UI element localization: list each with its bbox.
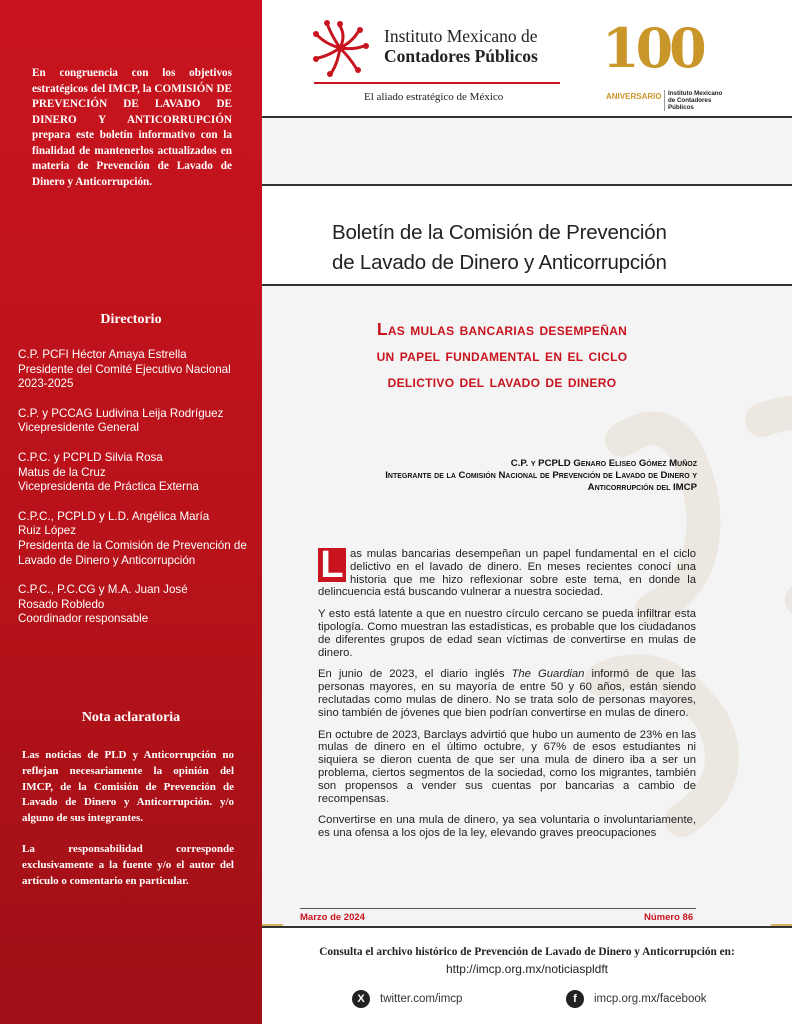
directorio-list (18, 348, 256, 642)
nota-paragraph: La responsabilidad corresponde exclusivamente a la fuente y/o el autor del artículo o comentario en particular. (22, 842, 234, 887)
nota-paragraph: Las noticias de PLD y Anticorrupción no reflejan necesariamente la opinión del IMCP, de la Comisión de Prevención de Lavado de Dinero y Anticorrupción. y/o alguno de sus integrantes. (22, 749, 234, 825)
article-title-line2: un papel fundamental en el ciclo (376, 345, 628, 365)
article-paragraph: En junio de 2023, el diario inglés The Guardian informó de que las personas mayores, en su mayoría de entre 50 y 60 años, están siendo reclutadas como mulas de dinero. No se trata solo de personas mayores, sino también de jóvenes que bien podrían convertirse en mulas de dinero. (318, 668, 696, 719)
author-name: C.P. y PCPLD Genaro Eliseo Gómez Muñoz (510, 458, 697, 469)
bulletin-title (332, 218, 667, 278)
article-title-line1: Las mulas bancarias desempeñan (376, 319, 628, 339)
header (262, 0, 792, 116)
directorio-heading: Directorio (100, 312, 162, 327)
x-twitter-icon: X (352, 990, 370, 1008)
bulletin-title-line2: de Lavado de Dinero y Anticorrupción (332, 251, 667, 274)
author-role-cont: Anticorrupción del IMCP (587, 482, 697, 493)
anniversary-sub: Instituto Mexicano de Contadores Públicos (664, 90, 730, 111)
divider (314, 82, 560, 84)
author-role: Integrante de la Comisión Nacional de Prevención de Lavado de Dinero y (385, 470, 697, 481)
facebook-link[interactable] (566, 990, 707, 1008)
main-content (262, 0, 792, 1024)
issue-number: Número 86 (644, 912, 694, 923)
article-paragraph: Y esto está latente a que en nuestro círculo cercano se pueda infiltrar esta tipología. Como muestran las estadísticas, es probable que los ciudadanos de diferentes grupos de edad sean víctimas de convertirse en mulas de dinero. (318, 608, 696, 659)
issue-date: Marzo de 2024 (300, 912, 365, 923)
twitter-link[interactable] (352, 990, 462, 1008)
bulletin-title-line1: Boletín de la Comisión de Prevención (332, 221, 667, 244)
footer-divider (300, 908, 696, 909)
org-name-line1: Instituto Mexicano de (384, 26, 538, 46)
facebook-handle: imcp.org.mx/facebook (594, 993, 707, 1005)
intro-text: En congruencia con los objetivos estratégicos del IMCP, la COMISIÓN DE PREVENCIÓN DE LAVADO DE DINERO Y ANTICORRUPCIÓN prepara este boletín informativo con la finalidad de mantenerlos actualizados en materia de Prevención de Lavado de Dinero y Anticorrupción. (32, 67, 232, 188)
anniversary-label: ANIVERSARIO (606, 92, 662, 101)
publication-name: The Guardian (511, 668, 585, 681)
footer (262, 926, 792, 1026)
directorio-entry: C.P.C. y PCPLD Silvia Rosa Matus de la Cruz Vicepresidenta de Práctica Externa (18, 450, 199, 494)
article-body (318, 544, 696, 849)
article-paragraph: En octubre de 2023, Barclays advirtió que hubo un aumento de 23% en las mulas de dinero en el último octubre, y 67% de esos estudiantes ni siquiera se dieron cuenta de que ser una mula de dinero iba a ser un problema, ciertos segmentos de la sociedad, como los migrantes, también son propensos a vender sus cuentas por bancarias a cambio de recompensas. (318, 728, 696, 805)
header-band (262, 116, 792, 186)
directorio-entry: C.P. PCFI Héctor Amaya Estrella Presidente del Comité Ejecutivo Nacional 2023-2025 (18, 348, 231, 391)
sidebar (0, 0, 262, 1024)
article-paragraph: Convertirse en una mula de dinero, ya sea voluntaria o involuntariamente, es una ofensa a los ojos de la ley, elevando graves preocupaciones (318, 814, 696, 840)
article-paragraph: Las mulas bancarias desempeñan un papel fundamental en el ciclo delictivo en el lavado de dinero. En meses recientes conocí una historia que me hizo reflexionar sobre este tema, en donde la delincuencia está buscando vulnerar a nuestra sociedad. (318, 544, 696, 599)
tagline: El aliado estratégico de México (364, 91, 504, 103)
imcp-logo-icon (310, 18, 370, 78)
directorio-entry: C.P. y PCCAG Ludivina Leija Rodríguez Vicepresidente General (18, 406, 224, 435)
bulletin-title-box (262, 186, 792, 286)
anniversary-logo (602, 16, 732, 111)
org-name (384, 26, 538, 66)
archive-notice: Consulta el archivo histórico de Prevención de Lavado de Dinero y Anticorrupción en: (319, 946, 735, 958)
directorio-entry: C.P.C., PCPLD y L.D. Angélica María Ruiz López Presidenta de la Comisión de Prevención de Lavado de Dinero y Anticorrupción (18, 509, 247, 567)
twitter-handle: twitter.com/imcp (380, 993, 463, 1005)
article-author (302, 458, 697, 494)
directorio-entry: C.P.C., P.C.CG y M.A. Juan José Rosado Robledo Coordinador responsable (18, 583, 188, 626)
facebook-icon: f (566, 990, 584, 1008)
drop-cap: L (318, 548, 346, 582)
article-title-line3: delictivo del lavado de dinero (387, 371, 617, 391)
nota-heading: Nota aclaratoria (81, 710, 181, 725)
archive-link[interactable]: http://imcp.org.mx/noticiaspldft (445, 962, 609, 976)
nota-aclaratoria (22, 748, 234, 904)
article-title (292, 316, 712, 394)
anniversary-number: 100 (602, 16, 703, 80)
org-name-line2: Contadores Públicos (384, 46, 538, 66)
